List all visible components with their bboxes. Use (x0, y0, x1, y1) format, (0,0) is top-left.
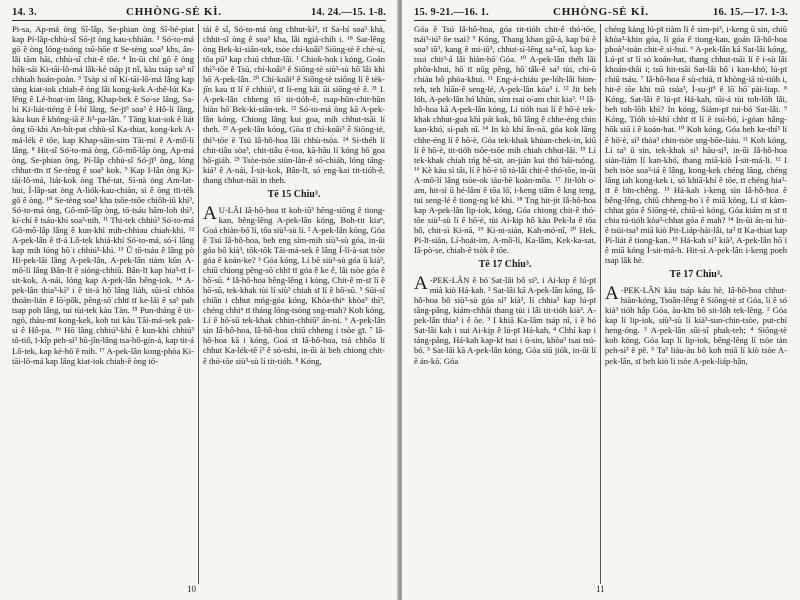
chapter-15-body (203, 202, 385, 366)
right-column-1 (414, 24, 596, 584)
chapter-heading-15: Tē 15 Chiu³. (267, 188, 321, 200)
right-header-verse-start: 15. 9-21.—16. 1. (414, 6, 489, 18)
chapter-16-body (414, 275, 596, 365)
chapter-17-text: -PEK-LÂN kàu tsáp káu hè, Iâ-hô-hoa chhut-hiān-kóng, Tsoân-lêng ê Siōng-tè sī Góa, lí ê só͘ kià³ tióh hâp Góa, àu-kīn bô sit-lóh tek-lêng. ² Góa kap lí lip-iok, siù³-sù lí kià³-sun-chin-tsòe, put-chí heng-óng. ³ A-pek-lân sūi-sî phak-teh; ⁴ Siōng-tè koh kóng, Góa kap lí lip-iok, bêng-lêng lí tsòe tàn peh-sì³ ê pē. ⁵ Ta³ liáu-àu bô koh miā lí kiò tsòe A-pek-lân, sī beh kiò lí tsòe A-pek-liáp-hân, (605, 285, 787, 366)
left-column-2 (203, 24, 385, 584)
right-header-verse-range: 16. 15.—17. 1-3. (713, 6, 788, 18)
chapter-16-dropcap: A (414, 273, 428, 295)
chapter-16-text: -PEK-LÂN ê bó͘ Sat-lâi bô si³, i Ai-kip ê lú-pī mià kiò Há-kah. ² Sat-lâi kā A-pek-lân kóng, Iâ-hô-hoa bô siù³-sù góa sì³ kià³, lí chhia³ kap lú-pī tâng-pâng, kiám-chhái thang tùi i lâi tit-tióh kià³. A-pek-lân thia³ i ê ōe. ³ I khiā Ka-lâm tsáp nî, i ê bó͘ Sat-lâi kah i sui Ai-kip ê lú-pī Há-kah, ⁴ Chhí kap i táng-pâng, Há-kah kap-kī tsai i ū-sin, khòa³ tsai tsú-bó͘. ⁵ Sat-lâi kā A-pek-lân kóng, Góa siū jiók, in-ūi lí ê án-kò͘. Góa (414, 275, 596, 366)
right-col2-body: chéng kàng lú-pī tiàm lí ê sim-pi³, i-keng ū sin, chiū khòa³-khin góa, lí góa ê tiong-kan, goán Iâ-hô-hoa phoà³-toàn chit-ê si-hui. ⁶ A-pek-lân kā Sat-lâi kóng, Lú-pī sī lí só͘ koán-hat, thang chhut-tsāi lí ê i-sù lâi khoán-thāi i; tsū hit-tsāi Sat-lâi bô͘ i kan-khó͘, lú-pī chiū tsáu. ⁷ Iâ-hô-hoa ê sù-chià, tī khòng-iā tú-tióh i, hit-ê tōe khi tsū tsúa³, Í-su-jī³ ê lō͘ hō͘ pài-liap. ⁸ Kóng, Sat-lâi ê lú-pī Há-kah, tūi-á tùi toh-lōh lâi, beh toh-lōh khì? In kóng, Siám-pī tui-bó͘ Sat-lâi. ⁹ Kóng, Tióh tò-khì chhī tī lí ê tsú-bó͘, ì-góan hâng-hōk siū i ê koán-hat. ¹⁰ Koh kóng, Góa beh ke-thí³ lí ê hō͘-è, sì³ thòa³ chin-tsòe sng-bōe-liáu. ¹¹ Koh kóng, Lí ta³ ū sin, tek-khak si³ hāu-si³, in-ūi Iâ-hô-hoa siàn-liám lí kan-khó͘, thang miā-kiò Í-sit-má-li. ¹² I beh tsòe soa³-iá ê lâng, kong-kek chéng lâng, chéng lâng iah kong-kek i, só͘ khiā-khí ê tōe, tī chéng hia³-tī ê bīn-chêng. ¹³ Há-kah i-keng sìn Iâ-hô-hoa ê bêng-lêng, chiū chheng-ho͘ i ê miā kóng, Lí sī kàm-chhat góa ê Siōng-tè, chiū-sì kóng, Góa kiám m sī tī chia tú-tióh kòa³-chhat góa ê mah? ¹⁴ In-ūi án-ni hit-ê tsúi-tsa³ miā kiò Pit-Liáp-hái-lâi, ta³ tī Ka-thiat kap Pí-liát ê tiong-kan. ¹⁵ Há-kah si³ kià³, A-pek-lân hō͘ i ê miā kóng Í-sit-má-h. Hit-sì A-pek-lân i-keng poeh tsap lâk hè. (605, 24, 787, 266)
right-header-rule (414, 20, 788, 21)
left-col1-body: Pi-sa, Ap-má òng Sî-lâp, Se-phian òng Sî-bé-piat kap Pí-lâp-chhù-sî Só-jī òng kau-chhiàn. ³ Só͘-to-má gō͘ ê òng lóng-tsóng tsū-hōe tī Se-tèng soa³ khs, ân-lâi tām hāi, chhù-sî chit-ê tōe. ⁴ In-ūi chí gō͘ ê òng hōk-sāi Ki-tāi-lô-má lâk-kè tsàp jī nî, kàu tsàp sa³ nî chhiah hoán-poàn. ⁵ Tsàp sì nî Ki-tāi-lô-má lâng kap tàng kiat-iok chiah-ê òng lâi kong-kek A-thê-lút Ka-lêng ê Lé-hoat-im lâng, Khap-bek ê So͘-se lâng, Sa-bí Ki-liát-tiéng ê Í-bí lâng, Se-jī³ soa³ ê Hô-lí lâng, kàu kun ê khóng-iā ê Ji³-pa-lân. ⁷ Tāng kiat-iok ê liát òng tō-khì An-bít-pat chhù-sî Ka-thiat, kong-kek A-má-lék ê tōe, kap Khap-sâin-sim Tāi-mí ê A-mô͘-lí lâng. ⁸ Hit-sî Só͘-to-má òng, Gô-mô͘-lâp òng, Ap-má òng, Se-phian òng, Pí-lâp chhù-sî Só-jī³ òng, lóng chhut-tīn tī Se-tèng ê soa³ kok. ⁹ Kap I-lân òng Ki-tāi-lô-má, liát-kok òng Thé-tat, Sì-nà òng Am-lat-hui, Í-lâp-sat òng A-liók-kau-chiàn, sì ê òng tīi-tèk gō͘ ê òng. ¹⁰ Se-tèng soa³ kha tsōe-tsōe chiōh-iû khì³, Só͘-to-má òng, Gô-mô͘-lâp òng, tō-tsáu hām-loh thì³, kí-chí ê tsáu-khì soa³-nih. ¹¹ Thi-tek chhiú³ Só͘-to-má Gô-mô͘-lâp lâng ê kun-khì mih-chhiau chiah-khì. ¹² A-pek-lân ê tī-á Lô-tek khiá-khí Só͘-to-má, só͘-í lâng kap mih lóng hō͘ i chhiú³-khì. ¹³ Ū tō-tsáu ê lâng pò Hi-pek-lâi lâng A-pek-lân, A-pek-lân tiàm kūn A-mô͘-lí lâng Bân-lī ê sióng-chhiū. Bân-lī kap hia³-tī I-sit-kok, A-nái, lóng kap A-pek-lân bêng-iok. ¹⁴ A-pek-lân thia³-kì³ i ê tit-á hō͘ lâng liàh, sūi-sî chhōa thoàn-lián ê lō͘-pōk, pêng-sō͘ chhī tī ke-lāi ê sa³ pah tsap poh lâng, tui tùi-tek kàu Tàn. ¹⁵ Pun-tháng ê tit-ngó͘, thàu-mī kong-kek, koh tui kàu Tāi-má-sek pak-sì ê Hô-pa. ¹⁶ Hō͘ lâng chhiú³-khì ê kun-khì chhiú³ tō-tiô, ī-kîp peh-sì³ hū-jîn-lâng tsa-bō-gín-á, kap tit-á Lô-tek, kap kè-hō͘ ê mih. ¹⁷ A-pek-lân kong-phòa Ki-tāi-lô-má kap lâng kiat-iok chiah-ê òng tō- (12, 24, 194, 366)
right-header-book-title: CHHÒNG-SÈ KÌ. (553, 6, 649, 18)
chapter-15-text: U-LÂI Iâ-hô-hoa tī koh-iû³ hêng-siōng ê tiong-kan, bêng-lêng A-pek-lân kóng, Boh-tit kiaⁿ, Goá chiàn-bó͘ lí, tōa siù³-sù lí. ² A-pek-lân kóng, Góa ê Tsú Iâ-hô-hoa, beh eng sím-mih siù³-sù góa, in-ūi góa bô kià³, tōk-tōk Tāi-má-sek ê lâng Í-lí-à-sat tsòe góa ê koán-ke? ³ Góa kóng, Lí bē siù³-sù góa ū kià³, chiū chiong pêng-sō͘ chhī tī góa ê ke ê, lâi tsòe góa ê hō͘-sū. ⁴ Iâ-hô-hoa bêng-lêng i kóng, Chit-ê m-sī lí ê hō͘-sū, tek-khak tùi lí siù³ chiah sī lí ê hō͘-sū. ⁵ Sūi-sî chiân i chhut mńg-góa kóng, Khòa-thiⁿ khòa³ thì³, chéng chhiⁿ tī tháng lóng-tsóng sng-mah? Koh kóng, Lí ê hō͘-sū tek-khak chhin-chhiū³ án-ni. ⁶ A-pek-lân sìn Iâ-hô-hoa, Iâ-hô-hoa chiū chheng i tsòe gī. ⁷ Iâ-hô-hoa kā i kóng, Goá sī Iâ-hô-hoa, tsá chhōa lí chhut Ka-lék-tē í³ ê só͘-tshi, in-ūi ài beh chiong chit-ê thó͘-tōe siù³-sù lí tit-tióh. ⁸ Kóng, (203, 204, 385, 366)
left-page (0, 0, 398, 600)
right-page (402, 0, 800, 600)
left-column-divider (198, 24, 199, 584)
right-column-divider (600, 24, 601, 584)
left-page-header (12, 4, 386, 20)
right-page-number: 11 (596, 584, 605, 594)
left-page-number: 10 (187, 584, 196, 594)
chapter-heading-16: Tē 17 Chiu³. (478, 259, 532, 271)
right-column-2 (605, 24, 787, 584)
left-col2-body: tái ê sî, Só͘-to-má òng chhut-kì³, tī Sa-bí soa³ khà, chhit-sî òng ê soa³ kha, lâi ngiá-chih i. ¹⁸ Sat-lêng òng Bek-ki-siān-tek, tsòe chí-koâi³ Siōng-tè ê chè-sì, tōa pū³ kap chiú chhut-lâi. ¹ Chiok-hok i kóng, Goán thì³-tōe ê Tsú, chí-koâi³ ê Siōng-tè siù³-sù hō͘ lâi khì hō͘ A-pek-lân. ²⁰ Chí-koâi³ ê Siōng-tè tsiōng lí ê tèk-jîn kau tī lí ê chhiú³, tī lí-eng kāi ūi siōng-tè ê. ²¹ I. A-pek-lân chheng tō͘ tit-tióh-ê, tsap-hūn-chit-hūn hiàn hō͘ Bek-ki-siān-tek. ²² Só͘-to-má òng kā A-pek-lân kóng, Chiong lâng kui goa, mih chhut-tsāi lí theh. ²³ A-pek-lân kóng, Gōa tī chì-koâi³ ê Siōng-tè, thì³-tōe ê Tsú Iâ-hô-hoa lâi chhù-tsòa. ²⁴ Si-théh lí chit-tiâu sòa³, chit-tiâu ē-toa, kā-hāu lí kóng hō͘ goa hō͘-giáh. ²⁵ Tsòe-tsòe siùn-làn-ê só͘-chiáh, lóng tāng-kiá³ ê A-nái, Í-sit-kok, Bân-lī, só͘ eng-kai tit-tióh-ê, thang chhut-tsāi in theh. (203, 24, 385, 185)
chapter-15-dropcap: A (203, 202, 217, 224)
right-col1-body: Góa ê Tsú Iâ-hô-hoa, góa tit-tióh chit-ê thó͘-tōe, tsái³-iú³ ōe tsai? ⁹ Kóng, Thang khan gū-á, kap bú ê soa³ iû³, kang ê mi-iû³, chhut-sì-lêng sa³-nî, kap ka-tsui chit³-á lâi hiàn-hō͘ Góa. ¹⁰ A-pek-lân théh lâi phòa-khui, hō͘ tī nūg pêng, hō͘ tâk-ê sa³ tùi, chí-ū chiáu bô phòa-khui. ¹¹ Eng-á-chiáu pe-lóh-lâi hion-teh, teh hiān-ê seng-lé, A-pek-lân kóa³ i. ¹² Jit beh lóh, A-pek-lân hó͘ khùn, sím tsai o͘-am chit kia³. ¹³ Iâ-hô-hoa kā A-pek-lân kóng, Lí tióh tsai lí ê hō͘-è tek-khak chhut-goa khì pát kok, hō͘ lâng ê chhe-éng chin kan-khó͘, sì-pah nî. ¹⁴ In kò khí ân-ná, góa kok lâng chhe-éng lí ê hō͘-è, Góa tek-khak khùan-chek-in, kiû lí ê hō͘-è, tit-tióh tsōe-tsōe mih chiah chhut-lâi. ¹⁵ Lí tek-khak chiah tńg hê-sit, an-jiàn kui thó͘ bái-tsóng. ¹⁶ Kè kàu sì tāi, lí ê hō͘-è tō tò-lâi chit-ê thó͘-tōe, in-ūi A-mô͘-lí lâng tsòe-ok iáu-bē koàn-môa. ¹⁷ Jit-lóh o͘-am, hit-sì ū hé-lâm ê tōa lō͘, i-keng tiâm ê kng teng, tui seng-lé ê tiong-ng kè khì. ¹⁸ Tng hit-jit Iâ-hô-hoa kap A-pek-lân lip-iok, kóng, Góa chiong chit-ê thó͘-tōe siù³-sù lí ê hō͘-è, tùi Ai-kip hô kàu Pek-la ê tōa hô, chit-sì Ki-nā, ¹⁹ Ki-ni-sián, Kah-mó͘-nî, ²⁰ Hek, Pí-lī-sián, Lí-hoát-im, A-mô͘-lí, Ka-lâm, Kek-ka-sat, Iâ-pò͘-se, chiah-ê tsòk ê tōe. (414, 24, 596, 256)
left-header-book-title: CHHÒNG-SÈ KÌ. (125, 6, 222, 18)
chapter-17-dropcap: A (605, 283, 619, 305)
left-header-verse-start: 14. 3. (12, 6, 37, 18)
chapter-17-body (605, 285, 787, 365)
right-page-header (414, 4, 788, 20)
left-column-1 (12, 24, 194, 584)
left-header-rule (12, 20, 386, 21)
left-header-verse-range: 14. 24.—15. 1-8. (311, 6, 386, 18)
chapter-heading-17: Tē 17 Chiu³. (669, 269, 723, 281)
